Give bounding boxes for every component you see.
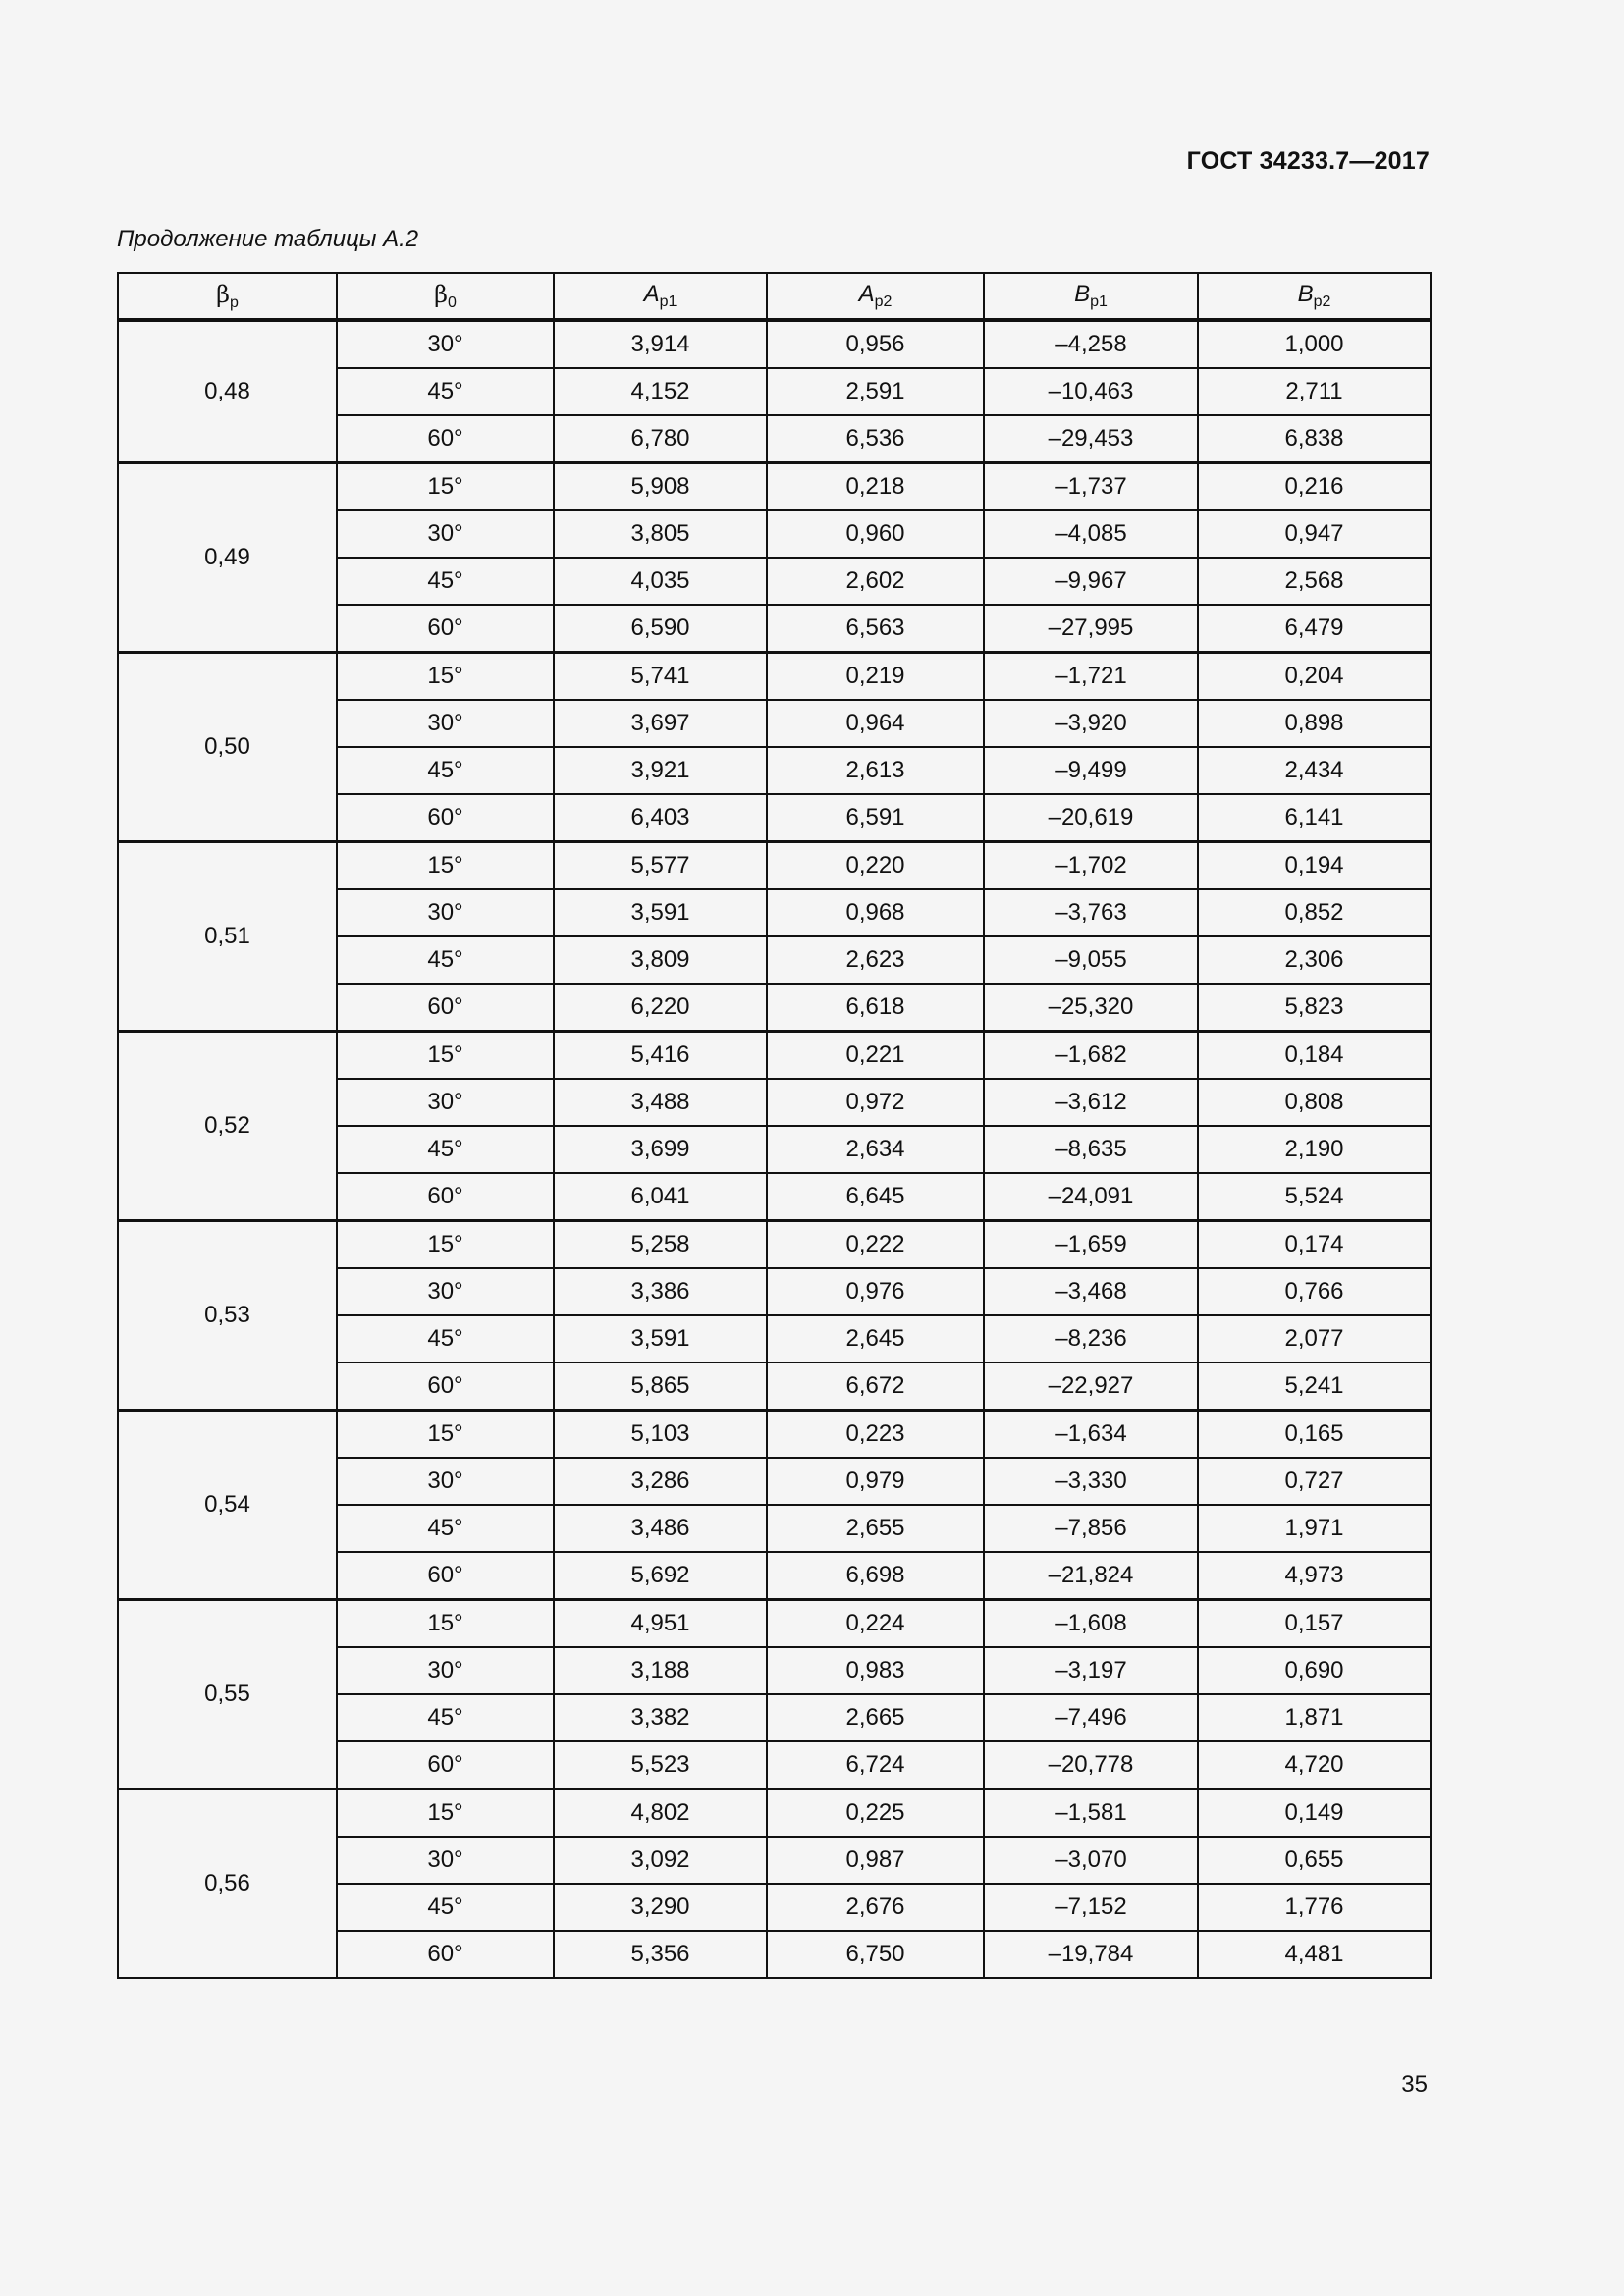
b-p1-cell: –3,330 bbox=[984, 1458, 1198, 1505]
beta-0-cell: 30° bbox=[337, 700, 554, 747]
beta-p-cell: 0,54 bbox=[118, 1411, 337, 1600]
beta-0-cell: 60° bbox=[337, 1931, 554, 1978]
b-p2-cell: 0,149 bbox=[1198, 1789, 1431, 1838]
a-p2-cell: 0,221 bbox=[767, 1032, 984, 1080]
beta-0-cell: 15° bbox=[337, 1789, 554, 1838]
b-p1-cell: –7,152 bbox=[984, 1884, 1198, 1931]
b-p1-cell: –8,236 bbox=[984, 1315, 1198, 1362]
b-p1-cell: –27,995 bbox=[984, 605, 1198, 653]
b-p1-cell: –4,085 bbox=[984, 510, 1198, 558]
a-p2-cell: 2,645 bbox=[767, 1315, 984, 1362]
table-row bbox=[118, 463, 1431, 511]
beta-0-cell: 60° bbox=[337, 794, 554, 842]
a-p2-cell: 6,563 bbox=[767, 605, 984, 653]
a-p2-cell: 0,983 bbox=[767, 1647, 984, 1694]
a-p1-cell: 5,416 bbox=[554, 1032, 767, 1080]
column-header-a-p1: $A_{р1}$ bbox=[554, 273, 767, 320]
beta-p-cell: 0,56 bbox=[118, 1789, 337, 1979]
b-p1-cell: –9,055 bbox=[984, 936, 1198, 984]
a-p2-cell: 0,964 bbox=[767, 700, 984, 747]
a-p1-cell: 4,035 bbox=[554, 558, 767, 605]
a-p1-cell: 6,041 bbox=[554, 1173, 767, 1221]
data-table bbox=[117, 272, 1432, 1979]
a-p2-cell: 2,665 bbox=[767, 1694, 984, 1741]
a-p2-cell: 0,222 bbox=[767, 1221, 984, 1269]
a-p1-cell: 5,908 bbox=[554, 463, 767, 511]
b-p2-cell: 1,776 bbox=[1198, 1884, 1431, 1931]
b-p1-cell: –24,091 bbox=[984, 1173, 1198, 1221]
b-p2-cell: 0,690 bbox=[1198, 1647, 1431, 1694]
column-header-b-p2: $B_{р2}$ bbox=[1198, 273, 1431, 320]
b-p1-cell: –1,682 bbox=[984, 1032, 1198, 1080]
b-p2-cell: 0,898 bbox=[1198, 700, 1431, 747]
b-p2-cell: 0,184 bbox=[1198, 1032, 1431, 1080]
a-p2-cell: 2,634 bbox=[767, 1126, 984, 1173]
b-p2-cell: 0,216 bbox=[1198, 463, 1431, 511]
beta-0-cell: 30° bbox=[337, 1837, 554, 1884]
a-p2-cell: 2,676 bbox=[767, 1884, 984, 1931]
beta-0-cell: 45° bbox=[337, 1126, 554, 1173]
b-p1-cell: –29,453 bbox=[984, 415, 1198, 463]
a-p2-cell: 0,218 bbox=[767, 463, 984, 511]
b-p2-cell: 2,190 bbox=[1198, 1126, 1431, 1173]
b-p1-cell: –1,634 bbox=[984, 1411, 1198, 1459]
beta-0-cell: 15° bbox=[337, 1032, 554, 1080]
a-p1-cell: 6,220 bbox=[554, 984, 767, 1032]
b-p2-cell: 5,241 bbox=[1198, 1362, 1431, 1411]
a-p2-cell: 6,591 bbox=[767, 794, 984, 842]
a-p2-cell: 2,655 bbox=[767, 1505, 984, 1552]
b-p2-cell: 2,434 bbox=[1198, 747, 1431, 794]
a-p1-cell: 5,692 bbox=[554, 1552, 767, 1600]
a-p2-cell: 6,536 bbox=[767, 415, 984, 463]
a-p2-cell: 0,223 bbox=[767, 1411, 984, 1459]
table-row bbox=[118, 842, 1431, 890]
a-p2-cell: 0,225 bbox=[767, 1789, 984, 1838]
column-header-beta-p: $\beta_р$ bbox=[118, 273, 337, 320]
a-p1-cell: 5,741 bbox=[554, 653, 767, 701]
b-p1-cell: –8,635 bbox=[984, 1126, 1198, 1173]
b-p1-cell: –4,258 bbox=[984, 320, 1198, 368]
b-p2-cell: 4,973 bbox=[1198, 1552, 1431, 1600]
b-p1-cell: –1,608 bbox=[984, 1600, 1198, 1648]
a-p2-cell: 6,698 bbox=[767, 1552, 984, 1600]
table-row bbox=[118, 1411, 1431, 1459]
b-p2-cell: 1,971 bbox=[1198, 1505, 1431, 1552]
beta-0-cell: 45° bbox=[337, 1694, 554, 1741]
beta-0-cell: 45° bbox=[337, 1505, 554, 1552]
b-p1-cell: –1,721 bbox=[984, 653, 1198, 701]
a-p1-cell: 4,951 bbox=[554, 1600, 767, 1648]
beta-0-cell: 45° bbox=[337, 1884, 554, 1931]
a-p1-cell: 3,809 bbox=[554, 936, 767, 984]
a-p1-cell: 4,152 bbox=[554, 368, 767, 415]
a-p1-cell: 3,188 bbox=[554, 1647, 767, 1694]
a-p1-cell: 5,577 bbox=[554, 842, 767, 890]
a-p2-cell: 6,750 bbox=[767, 1931, 984, 1978]
a-p1-cell: 3,092 bbox=[554, 1837, 767, 1884]
b-p2-cell: 0,194 bbox=[1198, 842, 1431, 890]
b-p2-cell: 0,766 bbox=[1198, 1268, 1431, 1315]
beta-p-cell: 0,55 bbox=[118, 1600, 337, 1789]
b-p1-cell: –25,320 bbox=[984, 984, 1198, 1032]
table-body bbox=[118, 320, 1431, 1978]
a-p1-cell: 6,590 bbox=[554, 605, 767, 653]
table-row bbox=[118, 653, 1431, 701]
beta-0-cell: 15° bbox=[337, 1221, 554, 1269]
b-p2-cell: 6,479 bbox=[1198, 605, 1431, 653]
beta-0-cell: 45° bbox=[337, 936, 554, 984]
a-p1-cell: 5,356 bbox=[554, 1931, 767, 1978]
a-p2-cell: 6,724 bbox=[767, 1741, 984, 1789]
a-p2-cell: 2,613 bbox=[767, 747, 984, 794]
b-p1-cell: –20,619 bbox=[984, 794, 1198, 842]
column-header-beta-0: $\beta_0$ bbox=[337, 273, 554, 320]
beta-p-cell: 0,52 bbox=[118, 1032, 337, 1221]
a-p2-cell: 0,979 bbox=[767, 1458, 984, 1505]
beta-0-cell: 60° bbox=[337, 984, 554, 1032]
b-p1-cell: –3,070 bbox=[984, 1837, 1198, 1884]
beta-0-cell: 30° bbox=[337, 510, 554, 558]
a-p1-cell: 3,591 bbox=[554, 889, 767, 936]
beta-0-cell: 15° bbox=[337, 842, 554, 890]
b-p1-cell: –7,496 bbox=[984, 1694, 1198, 1741]
a-p2-cell: 2,602 bbox=[767, 558, 984, 605]
b-p2-cell: 6,141 bbox=[1198, 794, 1431, 842]
b-p1-cell: –7,856 bbox=[984, 1505, 1198, 1552]
a-p1-cell: 5,865 bbox=[554, 1362, 767, 1411]
table-row bbox=[118, 1789, 1431, 1838]
a-p1-cell: 6,403 bbox=[554, 794, 767, 842]
table-caption: Продолжение таблицы А.2 bbox=[117, 226, 419, 252]
a-p1-cell: 6,780 bbox=[554, 415, 767, 463]
a-p1-cell: 4,802 bbox=[554, 1789, 767, 1838]
b-p1-cell: –21,824 bbox=[984, 1552, 1198, 1600]
beta-0-cell: 15° bbox=[337, 1600, 554, 1648]
b-p2-cell: 2,711 bbox=[1198, 368, 1431, 415]
a-p2-cell: 0,968 bbox=[767, 889, 984, 936]
b-p1-cell: –1,737 bbox=[984, 463, 1198, 511]
a-p2-cell: 6,672 bbox=[767, 1362, 984, 1411]
b-p2-cell: 0,808 bbox=[1198, 1079, 1431, 1126]
table-row bbox=[118, 1221, 1431, 1269]
a-p2-cell: 0,219 bbox=[767, 653, 984, 701]
b-p2-cell: 0,947 bbox=[1198, 510, 1431, 558]
beta-0-cell: 45° bbox=[337, 558, 554, 605]
beta-0-cell: 60° bbox=[337, 1362, 554, 1411]
b-p1-cell: –3,468 bbox=[984, 1268, 1198, 1315]
b-p1-cell: –3,763 bbox=[984, 889, 1198, 936]
a-p1-cell: 5,258 bbox=[554, 1221, 767, 1269]
beta-0-cell: 30° bbox=[337, 1268, 554, 1315]
b-p1-cell: –1,702 bbox=[984, 842, 1198, 890]
page-number: 35 bbox=[1401, 2071, 1428, 2098]
column-header-b-p1: $B_{р1}$ bbox=[984, 273, 1198, 320]
a-p2-cell: 0,956 bbox=[767, 320, 984, 368]
a-p1-cell: 3,699 bbox=[554, 1126, 767, 1173]
beta-0-cell: 15° bbox=[337, 1411, 554, 1459]
a-p2-cell: 2,591 bbox=[767, 368, 984, 415]
table-row bbox=[118, 320, 1431, 368]
a-p2-cell: 0,960 bbox=[767, 510, 984, 558]
b-p1-cell: –3,197 bbox=[984, 1647, 1198, 1694]
beta-p-cell: 0,50 bbox=[118, 653, 337, 842]
a-p1-cell: 3,805 bbox=[554, 510, 767, 558]
table-row bbox=[118, 1032, 1431, 1080]
a-p2-cell: 0,976 bbox=[767, 1268, 984, 1315]
a-p2-cell: 0,220 bbox=[767, 842, 984, 890]
beta-0-cell: 60° bbox=[337, 1173, 554, 1221]
a-p1-cell: 3,290 bbox=[554, 1884, 767, 1931]
a-p1-cell: 5,523 bbox=[554, 1741, 767, 1789]
a-p1-cell: 3,921 bbox=[554, 747, 767, 794]
a-p1-cell: 3,914 bbox=[554, 320, 767, 368]
beta-0-cell: 30° bbox=[337, 1079, 554, 1126]
a-p1-cell: 3,591 bbox=[554, 1315, 767, 1362]
beta-p-cell: 0,48 bbox=[118, 320, 337, 463]
column-header-a-p2: $A_{р2}$ bbox=[767, 273, 984, 320]
a-p1-cell: 3,486 bbox=[554, 1505, 767, 1552]
b-p2-cell: 5,823 bbox=[1198, 984, 1431, 1032]
b-p2-cell: 0,157 bbox=[1198, 1600, 1431, 1648]
b-p2-cell: 0,727 bbox=[1198, 1458, 1431, 1505]
beta-0-cell: 15° bbox=[337, 463, 554, 511]
beta-0-cell: 45° bbox=[337, 747, 554, 794]
beta-p-cell: 0,51 bbox=[118, 842, 337, 1032]
table-header-row bbox=[118, 273, 1431, 320]
a-p2-cell: 0,224 bbox=[767, 1600, 984, 1648]
beta-0-cell: 45° bbox=[337, 368, 554, 415]
b-p2-cell: 6,838 bbox=[1198, 415, 1431, 463]
beta-0-cell: 60° bbox=[337, 415, 554, 463]
beta-0-cell: 30° bbox=[337, 1647, 554, 1694]
beta-0-cell: 30° bbox=[337, 889, 554, 936]
b-p2-cell: 2,077 bbox=[1198, 1315, 1431, 1362]
b-p1-cell: –9,967 bbox=[984, 558, 1198, 605]
a-p1-cell: 3,382 bbox=[554, 1694, 767, 1741]
a-p2-cell: 0,972 bbox=[767, 1079, 984, 1126]
b-p2-cell: 5,524 bbox=[1198, 1173, 1431, 1221]
beta-0-cell: 60° bbox=[337, 1741, 554, 1789]
beta-0-cell: 45° bbox=[337, 1315, 554, 1362]
b-p1-cell: –10,463 bbox=[984, 368, 1198, 415]
beta-0-cell: 15° bbox=[337, 653, 554, 701]
a-p2-cell: 6,618 bbox=[767, 984, 984, 1032]
b-p2-cell: 0,174 bbox=[1198, 1221, 1431, 1269]
a-p1-cell: 3,386 bbox=[554, 1268, 767, 1315]
b-p2-cell: 2,306 bbox=[1198, 936, 1431, 984]
beta-p-cell: 0,49 bbox=[118, 463, 337, 653]
beta-0-cell: 60° bbox=[337, 1552, 554, 1600]
a-p2-cell: 0,987 bbox=[767, 1837, 984, 1884]
b-p2-cell: 0,852 bbox=[1198, 889, 1431, 936]
b-p1-cell: –1,659 bbox=[984, 1221, 1198, 1269]
b-p1-cell: –9,499 bbox=[984, 747, 1198, 794]
b-p2-cell: 0,655 bbox=[1198, 1837, 1431, 1884]
beta-0-cell: 30° bbox=[337, 1458, 554, 1505]
a-p2-cell: 2,623 bbox=[767, 936, 984, 984]
document-id: ГОСТ 34233.7—2017 bbox=[1186, 147, 1430, 175]
b-p2-cell: 1,000 bbox=[1198, 320, 1431, 368]
b-p1-cell: –1,581 bbox=[984, 1789, 1198, 1838]
b-p1-cell: –19,784 bbox=[984, 1931, 1198, 1978]
b-p2-cell: 1,871 bbox=[1198, 1694, 1431, 1741]
a-p1-cell: 3,697 bbox=[554, 700, 767, 747]
a-p1-cell: 5,103 bbox=[554, 1411, 767, 1459]
b-p1-cell: –3,920 bbox=[984, 700, 1198, 747]
beta-p-cell: 0,53 bbox=[118, 1221, 337, 1411]
a-p1-cell: 3,286 bbox=[554, 1458, 767, 1505]
b-p1-cell: –22,927 bbox=[984, 1362, 1198, 1411]
b-p2-cell: 0,204 bbox=[1198, 653, 1431, 701]
b-p2-cell: 4,720 bbox=[1198, 1741, 1431, 1789]
b-p2-cell: 4,481 bbox=[1198, 1931, 1431, 1978]
table-row bbox=[118, 1600, 1431, 1648]
beta-0-cell: 60° bbox=[337, 605, 554, 653]
beta-0-cell: 30° bbox=[337, 320, 554, 368]
b-p2-cell: 2,568 bbox=[1198, 558, 1431, 605]
b-p2-cell: 0,165 bbox=[1198, 1411, 1431, 1459]
a-p1-cell: 3,488 bbox=[554, 1079, 767, 1126]
b-p1-cell: –20,778 bbox=[984, 1741, 1198, 1789]
b-p1-cell: –3,612 bbox=[984, 1079, 1198, 1126]
a-p2-cell: 6,645 bbox=[767, 1173, 984, 1221]
